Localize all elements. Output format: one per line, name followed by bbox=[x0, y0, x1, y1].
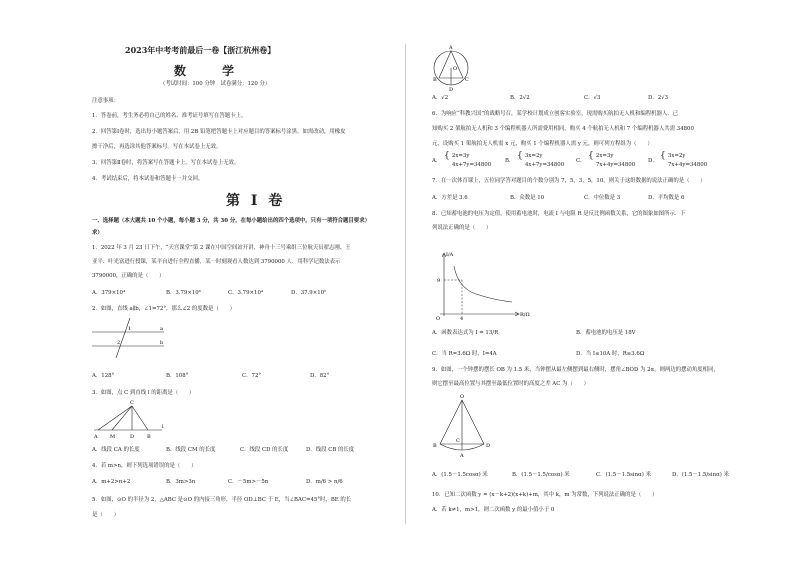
q8-option-d: D．当 I≤10A 时，R≥3.6Ω bbox=[576, 351, 645, 357]
q3-stem: 3．如图，点 C 到直线 l 的距离是（ ） bbox=[92, 390, 195, 396]
q9-label-c: C bbox=[456, 438, 460, 444]
q4-option-d: D．m/6 > n/6 bbox=[306, 479, 343, 485]
q8-y-label: I/A bbox=[446, 252, 454, 258]
q5-line: 5．如图，⊙O 的半径为 2，△ABC 是⊙O 的内接三角形，半径 OD⊥BC 于 E，当∠BAC=45°时，BE 的长 bbox=[92, 497, 352, 503]
q3-option-b: B．线段 CM 的长度 bbox=[166, 447, 216, 453]
q9-line: 则它摆至最高位置与其摆至最低位置时的高度之差 AC 为（ ） bbox=[432, 381, 589, 387]
q2-label-2: 2 bbox=[117, 340, 121, 346]
q1-line: 3790000，正确的是（ ） bbox=[92, 273, 165, 279]
q10-option-a: A．若 k≠1，m>1，则二次函数 y 的最小值小于 0 bbox=[432, 507, 555, 513]
q4-option-a: A．m+2>n+2 bbox=[92, 479, 131, 485]
brace: { bbox=[517, 151, 523, 161]
q6-line: 元，设购买 1 架航拍无人机需 x 元，购买 1 个编程机器人需 y 元，则可列方程组为（ ） bbox=[432, 141, 653, 147]
q6-option-d-eq2: 7x+4y=34800 bbox=[668, 162, 708, 168]
q2-stem: 2．如图，直线 a∥b，∠1=72°，那么∠2 的度数是（ ） bbox=[92, 306, 236, 312]
note-item: 4．考试结束后，将本试卷和答题卡一并交回。 bbox=[92, 176, 204, 182]
brace: { bbox=[588, 151, 594, 161]
note-item: 擦干净后，再选涂其他答案标号。写在本试卷上无效。 bbox=[92, 144, 222, 150]
q8-line: 8．已知蓄电池的电压为定值，使用蓄电池时，电流 I 与电阻 R 是反比例函数关系，它的图象如图所示．下 bbox=[432, 211, 686, 217]
q9-label-b: B bbox=[433, 443, 437, 449]
q5-label-c: C bbox=[465, 77, 469, 83]
q1-option-a: A．379×10⁴ bbox=[92, 290, 126, 296]
q1-option-d: D．37.9×10⁵ bbox=[291, 290, 327, 296]
column-divider bbox=[405, 44, 406, 524]
q9-label-o: O bbox=[460, 394, 465, 400]
q9-label-a: A bbox=[460, 453, 464, 459]
q6-option-a-eq2: 4x+7y=34800 bbox=[452, 162, 492, 168]
section-instruction-cont: 求） bbox=[92, 230, 103, 236]
q2-option-a: A．128° bbox=[92, 373, 115, 379]
q5-line: 是（ ） bbox=[92, 512, 119, 518]
q5-label-o: O bbox=[453, 66, 458, 72]
q9-option-a: A．(1.5－1.5cosα) 米 bbox=[432, 472, 488, 478]
q9-option-b: B．(1.5－1.5/cosα) 米 bbox=[512, 472, 570, 478]
q8-line: 列说法正确的是（ ） bbox=[432, 225, 492, 231]
q6-option-a-label: A． bbox=[432, 158, 442, 164]
q3-label-l: l bbox=[162, 424, 164, 430]
q5-option-d: D．2√3 bbox=[648, 95, 669, 101]
q3-option-a: A．线段 CA 的长度 bbox=[92, 447, 140, 453]
q6-option-c-eq2: 7x+4y=34800 bbox=[596, 162, 636, 168]
q3-option-d: D．线段 CB 的长度 bbox=[306, 447, 355, 453]
q9-figure bbox=[432, 394, 508, 458]
q2-option-b: B．108° bbox=[166, 373, 189, 379]
q4-stem: 4．若 m>n，则下列选项错误的是（ ） bbox=[92, 463, 197, 469]
q7-option-d: D．平均数是 6 bbox=[648, 195, 685, 201]
q1-line: 亚平、叶光富进行授课，某平台进行全程直播，某一时刻观看人数达到 3790000 人．用科学记数法表示 bbox=[92, 259, 341, 265]
q5-option-b: B．2√2 bbox=[510, 95, 530, 101]
q8-origin: O bbox=[436, 316, 441, 322]
q3-label-b: B bbox=[147, 434, 151, 440]
q6-option-a-eq1: 2x=3y bbox=[452, 153, 470, 159]
q8-figure bbox=[432, 250, 532, 322]
q6-option-b-eq1: 3x=2y bbox=[525, 153, 543, 159]
q6-line: 知购买 2 架航拍无人机和 3 个编程机器人所需费用相同，购买 4 个航拍无人机和 7 个编程机器人共需 34800 bbox=[432, 126, 694, 132]
q8-option-a: A．函数表达式为 I = 13/R bbox=[432, 330, 499, 336]
section-instruction: 一、选择题（本大题共 10 个小题，每小题 3 分，共 30 分，在每小题给出的四个选项中，只有一项符合题目要求） bbox=[92, 218, 370, 224]
q5-figure bbox=[432, 46, 474, 92]
q3-label-a: A bbox=[94, 434, 98, 440]
q6-option-b-eq2: 4x+7y=34800 bbox=[525, 162, 565, 168]
note-item: 1．答卷前，考生务必将自己的姓名、准考证号填写在答题卡上。 bbox=[92, 113, 247, 119]
section-title: 第 I 卷 bbox=[226, 193, 286, 209]
q6-option-b-label: B． bbox=[505, 158, 515, 164]
q10-stem: 10．已知二次函数 y = (x－k+2)(x+k)+m，其中 k，m 为常数，下列说法正确的是（ ） bbox=[432, 492, 658, 498]
q1-option-b: B．3.79×10⁶ bbox=[166, 290, 201, 296]
q2-label-1: 1 bbox=[128, 326, 132, 332]
q6-option-d-label: D． bbox=[648, 158, 658, 164]
q2-option-d: D．82° bbox=[310, 373, 330, 379]
q5-label-d: D bbox=[449, 87, 454, 93]
q6-option-c-eq1: 2x=3y bbox=[596, 153, 614, 159]
brace: { bbox=[444, 151, 450, 161]
q2-option-c: C．72° bbox=[242, 373, 262, 379]
subject-title: 数 学 bbox=[174, 64, 251, 78]
q8-y-tick: 9 bbox=[437, 278, 441, 284]
note-item: 2．回答第Ⅰ卷时，选出每小题答案后，用 2B 铅笔把答题卡上对应题目的答案标号涂黑。如需改动，用橡皮 bbox=[92, 129, 346, 135]
q4-option-c: C．－5m>－5n bbox=[228, 479, 269, 485]
q4-option-b: B．3m>3n bbox=[166, 479, 196, 485]
q7-option-b: B．众数是 10 bbox=[510, 195, 545, 201]
q8-option-b: B．蓄电池的电压是 18V bbox=[576, 330, 636, 336]
q7-option-a: A．方差是 3.6 bbox=[432, 195, 468, 201]
exam-info: （考试时间：100 分钟 试卷满分：120 分） bbox=[160, 81, 271, 87]
q7-stem: 7．在一次体育课上，五位同学答对题目的个数分别为 7，5，3，5，10，则关于这组数据的说法正确的是（ ） bbox=[432, 178, 706, 184]
note-item: 3．回答第Ⅱ卷时，将答案写在答题卡上。写在本试卷上无效。 bbox=[92, 160, 240, 166]
exam-title: 2023年中考考前最后一卷【浙江杭州卷】 bbox=[125, 45, 276, 55]
brace: { bbox=[660, 151, 666, 161]
notes-heading: 注意事项： bbox=[92, 98, 119, 104]
q9-option-d: D．(1.5－1.5/sinα) 米 bbox=[672, 472, 729, 478]
q8-x-tick: 4 bbox=[460, 316, 464, 322]
q6-line: 6．为响应“科教兴国”的战略号召，某学校计划成立创客实验室，现需购买航拍无人机和编程机器人．已 bbox=[432, 111, 679, 117]
q3-label-c: C bbox=[130, 400, 134, 406]
q8-option-c: C．当 R=3.6Ω 时，I=4A bbox=[432, 351, 497, 357]
q9-label-d: D bbox=[486, 443, 491, 449]
q9-line: 9．如图，一个钟摆的摆长 OB 为 1.5 米，当钟摆从最左侧摆到最右侧时，摆角∠BOD 为 2α，则两边的摆动角度相同， bbox=[432, 367, 719, 373]
q2-label-a: a bbox=[160, 326, 163, 332]
q8-x-label: R/Ω bbox=[520, 312, 530, 318]
q9-option-c: C．(1.5－1.5sinα) 米 bbox=[596, 472, 651, 478]
q2-figure bbox=[92, 318, 172, 360]
q3-option-c: C．线段 CD 的长度 bbox=[240, 447, 289, 453]
q7-option-c: C．中位数是 3 bbox=[584, 195, 621, 201]
q5-option-a: A．√2 bbox=[432, 95, 449, 101]
q5-option-c: C．√3 bbox=[584, 95, 601, 101]
q1-line: 1．2022 年 3 月 23 日下午，“天宫课堂”第 2 课在中国空间站开讲，神舟十三号乘组三位航天员翟志刚、王 bbox=[92, 245, 351, 251]
q3-label-m: M bbox=[110, 434, 116, 440]
q3-label-d: D bbox=[130, 434, 135, 440]
q1-option-c: C．3.79×10⁴ bbox=[228, 290, 264, 296]
q6-option-d-eq1: 3x=2y bbox=[668, 153, 686, 159]
q6-option-c-label: C． bbox=[576, 158, 586, 164]
q5-label-b: B bbox=[433, 77, 437, 83]
q5-label-a: A bbox=[449, 45, 453, 51]
q3-figure bbox=[92, 400, 172, 442]
q2-label-b: b bbox=[160, 340, 164, 346]
